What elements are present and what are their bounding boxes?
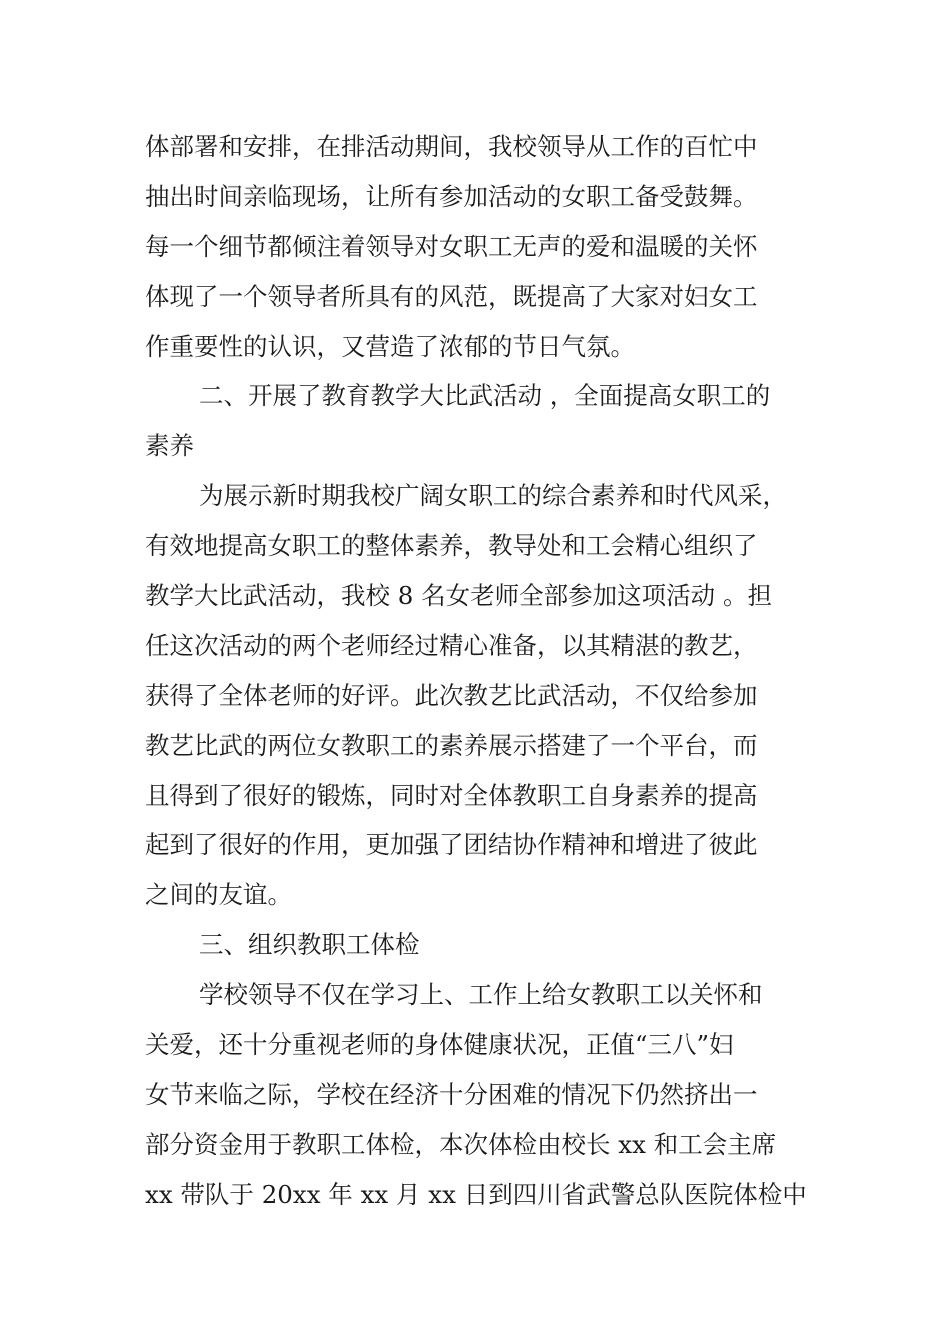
- text-line: 部分资金用于教职工体检，本次体检由校长 xx 和工会主席: [145, 1129, 777, 1159]
- text-line: 起到了很好的作用，更加强了团结协作精神和增进了彼此: [145, 830, 758, 860]
- text-line: 二、开展了教育教学大比武活动 ，全面提高女职工的: [199, 381, 771, 411]
- text-line: 三、组织教职工体检: [199, 930, 420, 960]
- text-line: 作重要性的认识，又营造了浓郁的节日气氛。: [145, 331, 635, 361]
- text-line: 学校领导不仅在学习上、工作上给女教职工以关怀和: [199, 980, 763, 1010]
- text-line: 为展示新时期我校广阔女职工的综合素养和时代风采，: [199, 481, 787, 511]
- text-line: 获得了全体老师的好评。此次教艺比武活动，不仅给参加: [145, 680, 758, 710]
- text-line: 任这次活动的两个老师经过精心准备，以其精湛的教艺，: [145, 630, 758, 660]
- text-line: 体现了一个领导者所具有的风范，既提高了大家对妇女工: [145, 281, 758, 311]
- text-line: 有效地提高女职工的整体素养，教导处和工会精心组织了: [145, 531, 758, 561]
- text-line: 且得到了很好的锻炼，同时对全体教职工自身素养的提高: [145, 780, 758, 810]
- text-line: 教学大比武活动，我校 8 名女老师全部参加这项活动 。担: [145, 581, 772, 611]
- text-line: 素养: [145, 431, 194, 461]
- text-line: 每一个细节都倾注着领导对女职工无声的爱和温暖的关怀: [145, 231, 758, 261]
- text-line: 女节来临之际，学校在经济十分困难的情况下仍然挤出一: [145, 1079, 758, 1109]
- text-line: 抽出时间亲临现场，让所有参加活动的女职工备受鼓舞。: [145, 181, 758, 211]
- text-line: 关爱，还十分重视老师的身体健康状况，正值“三八”妇: [145, 1030, 734, 1060]
- text-line: 体部署和安排，在排活动期间，我校领导从工作的百忙中: [145, 132, 758, 161]
- text-line: 之间的友谊。: [145, 880, 292, 910]
- body-text: [145, 122, 815, 1220]
- text-line: 教艺比武的两位女教职工的素养展示搭建了一个平台，而: [145, 730, 758, 760]
- text-line: xx 带队于 20xx 年 xx 月 xx 日到四川省武警总队医院体检中: [145, 1179, 807, 1209]
